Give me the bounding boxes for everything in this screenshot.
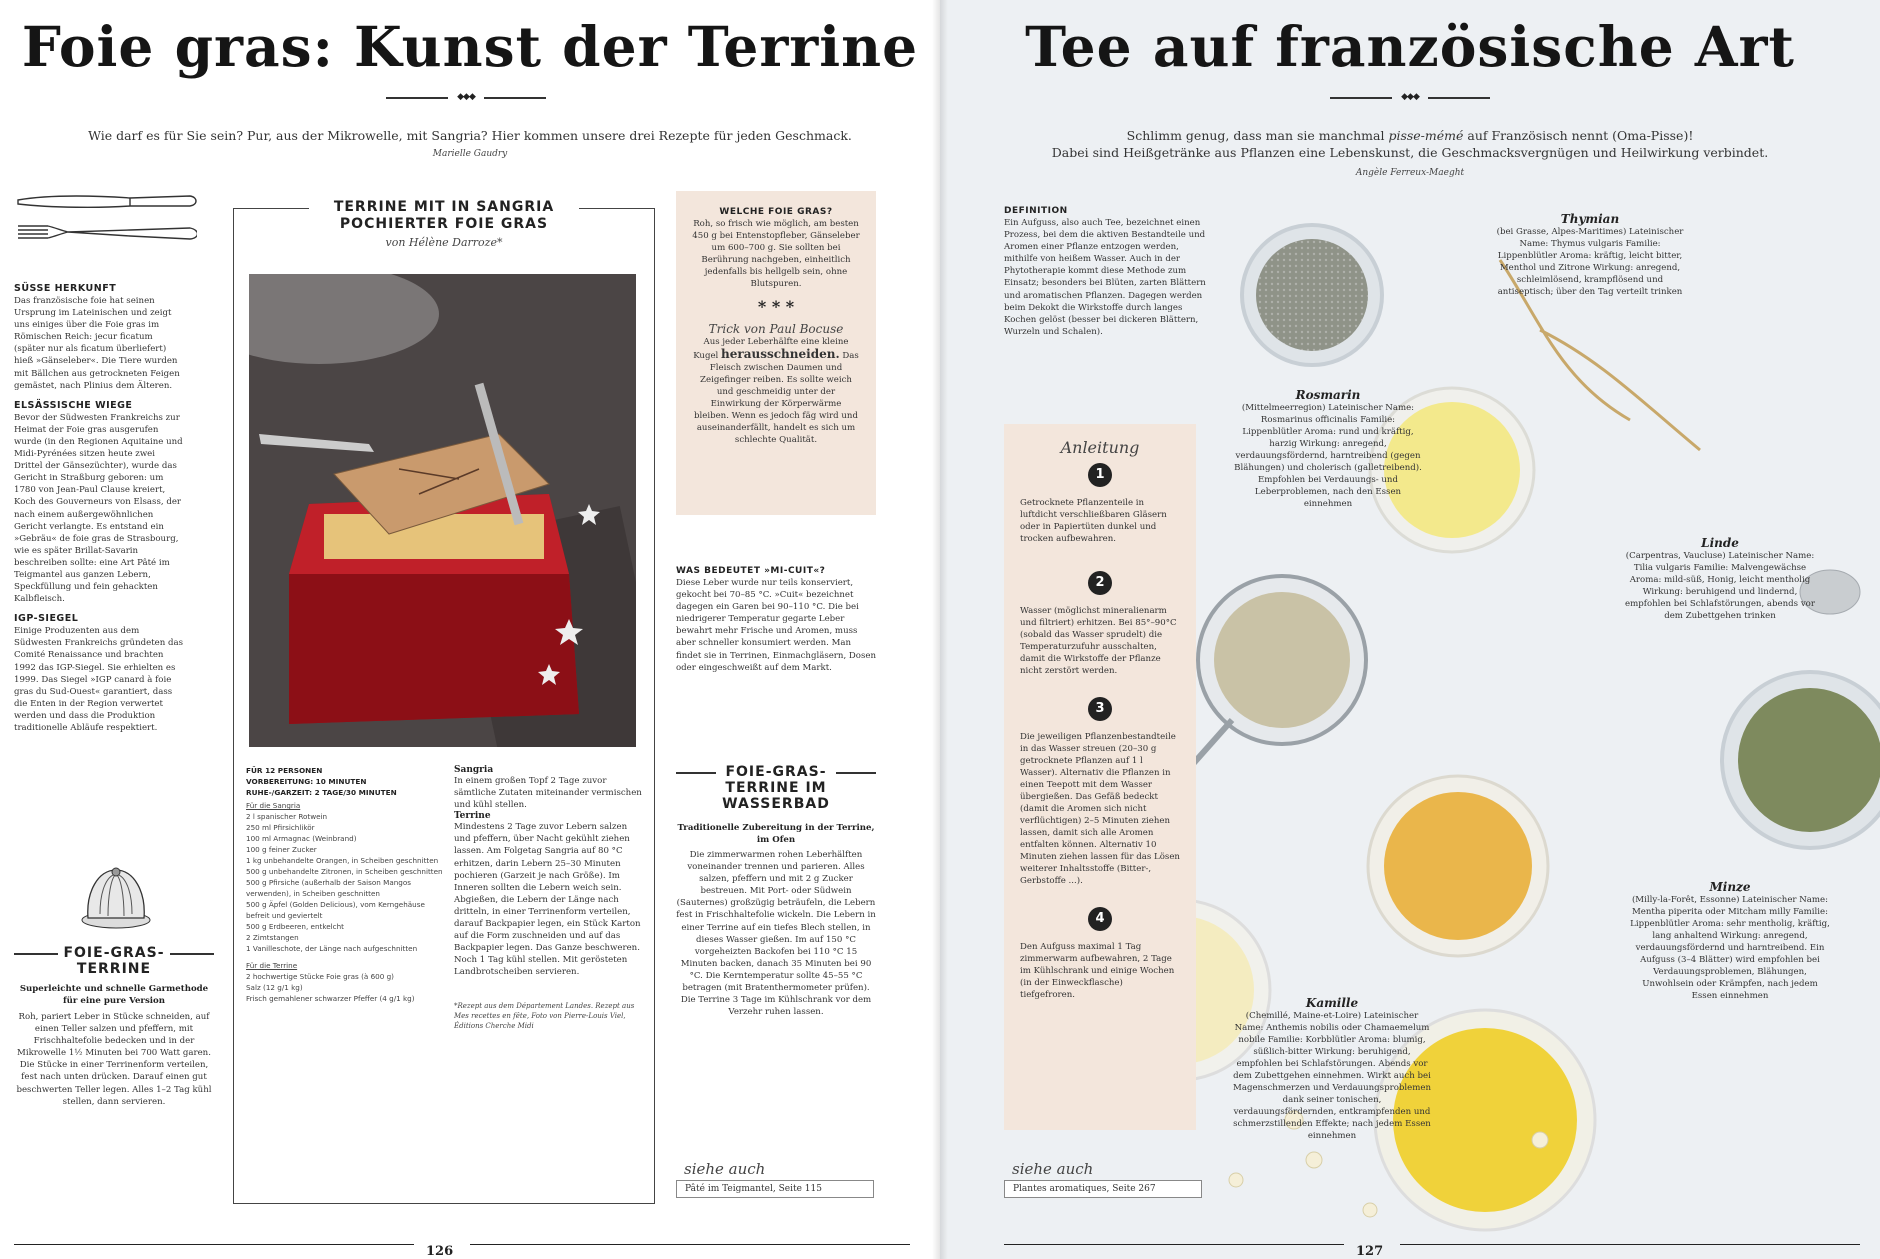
ingredient: 500 g Pfirsiche (außerhalb der Saison Mangos verwenden), in Scheiben geschnitten bbox=[246, 878, 412, 898]
page-title-right: Tee auf französische Art bbox=[1025, 14, 1795, 79]
recipe-meta: VORBEREITUNG: 10 MINUTEN bbox=[246, 777, 367, 786]
ingredient: 2 hochwertige Stücke Foie gras (à 600 g) bbox=[246, 972, 394, 981]
sidebar-recipe-text: Roh, pariert Leber in Stücke schneiden, auf einen Teller salzen und pfeffern, mit Frischhaltefolie bedecken und in der Mikrowelle 1½ Minuten bei 700 Watt garen. Die Stücke in einer Terrinenform verteilen, fest nach unten drücken. Darauf einen gut beschwerten Teller legen. Alles 1–2 Tag kühl stellen, dann servieren. bbox=[16, 1012, 212, 1107]
section-text: Diese Leber wurde nur teils konserviert, gekocht bei 70–85 °C. »Cuit« bezeichnet dagegen ein Garen bei 90–110 °C. Die bei niedrigerer Temperatur gegarte Leber bewahrt mehr Frische und Aromen, muss aber schneller konsumiert werden. Man findet sie in Terrinen, Einmachgläsern, Dosen oder eingeschweißt auf dem Markt. bbox=[676, 578, 877, 673]
footer-rule bbox=[470, 1244, 910, 1246]
ingredient: Salz (12 g/1 kg) bbox=[246, 983, 303, 992]
step-text: Wasser (möglichst mineralienarm und filtriert) erhitzen. Bei 85°–90°C (sobald das Wasser sprudelt) die Temperaturzufuhr ausschalten, damit die Wirkstoffe der Pflanze nicht zerstört werden. bbox=[1020, 606, 1177, 676]
plant-text: (Milly-la-Forêt, Essonne) Lateinischer Name: Mentha piperita oder Mitcham milly Familie: Lippenblütler Aroma: sehr mentholig, kräftig, lang anhaltend Wirkung: anregend, verdauungsfördernd und harntreibend. Ein Aufguss (3–4 Blätter) wird empfohlen bei Verdauungsproblemen, Blähungen, Unwohlsein oder Krämpfen, nach jedem Essen einnehmen bbox=[1630, 895, 1830, 1001]
step-heading: Sangria bbox=[454, 765, 494, 775]
definition-section bbox=[1004, 206, 1212, 338]
byline: Angèle Ferreux-Maeght bbox=[1355, 168, 1465, 178]
section-heading: WAS BEDEUTET »MI-CUIT«? bbox=[676, 566, 826, 576]
left-column bbox=[14, 283, 184, 734]
intro-text bbox=[940, 127, 1880, 161]
ingredient: 100 ml Armagnac (Weinbrand) bbox=[246, 834, 357, 843]
plant-minze bbox=[1630, 880, 1830, 1002]
step-number: 4 bbox=[1088, 907, 1112, 931]
page-title-left: Foie gras: Kunst der Terrine bbox=[21, 14, 919, 79]
plant-text: (Carpentras, Vaucluse) Lateinischer Name: Tilia vulgaris Familie: Malvengewächse Aroma: mild-süß, Honig, leicht mentholig Wirkung: beruhigend und lindernd, empfohlen bei Schlafstörungen, abends vor dem Zubettgehen trinken bbox=[1625, 551, 1815, 621]
book-spine-shadow bbox=[932, 0, 948, 1259]
tip-bold: herausschneiden. bbox=[721, 346, 840, 361]
recipe-author: von Hélène Darroze* bbox=[385, 236, 503, 249]
waterbath-title: TERRINE IM bbox=[725, 780, 827, 796]
ingredient: 2 l spanischer Rotwein bbox=[246, 812, 328, 821]
recipe-meta: FÜR 12 PERSONEN bbox=[246, 766, 323, 775]
page-number: 126 bbox=[426, 1244, 454, 1259]
step-text: Den Aufguss maximal 1 Tag zimmerwarm aufbewahren, 2 Tage im Kühlschrank und einige Wochen (in der Einweckflasche) tiefgefroren. bbox=[1020, 942, 1175, 1000]
ingredient-heading: Für die Terrine bbox=[246, 961, 298, 970]
see-also-label: siehe auch bbox=[684, 1160, 766, 1178]
sidebar-recipe bbox=[14, 945, 214, 1108]
pink-box-title: WELCHE FOIE GRAS? bbox=[719, 207, 833, 217]
step-text: Die jeweiligen Pflanzenbestandteile in das Wasser streuen (20–30 g getrocknete Pflanzen auf 1 l Wasser). Alternativ die Pflanzen in einen Teepott mit dem Wasser übergießen. Das Gefäß bedeckt (damit die Aromen sich nicht verflüchtigen) 2–5 Minuten ziehen lassen, damit sich alle Aromen entfalten können. Alternativ 10 Minuten ziehen lassen für das Lösen weiterer Inhaltsstoffe (Bitter-, Gerbstoffe ...). bbox=[1020, 732, 1180, 886]
ingredient: 250 ml Pfirsichlikör bbox=[246, 823, 315, 832]
separator-stars: * * * bbox=[757, 296, 795, 316]
anleitung-box bbox=[1004, 424, 1196, 1130]
section-text: Ein Aufguss, also auch Tee, bezeichnet einen Prozess, bei dem die aktiven Bestandteile und Aromen einer Pflanze entzogen werden, mithilfe von heißem Wasser. Auch in der Phytotherapie kommt diese Methode zum Einsatz; besonders bei Blüten, zarten Blättern und aromatischen Pflanzen. Dagegen werden beim Dekokt die Wirkstoffe durch langes Kochen gelöst (besser bei dickeren Blättern, Wurzeln und Schalen). bbox=[1004, 218, 1206, 337]
ingredient: 100 g feiner Zucker bbox=[246, 845, 317, 854]
footer-rule bbox=[1004, 1244, 1344, 1246]
main-recipe-title: TERRINE MIT IN SANGRIA bbox=[309, 198, 579, 216]
step-text: Getrocknete Pflanzenteile in luftdicht verschließbaren Gläsern oder in Papiertüten dunkel und trocken aufbewahren. bbox=[1020, 498, 1167, 544]
intro-part: Schlimm genug, dass man sie manchmal bbox=[1126, 128, 1385, 143]
title-ornament: ◆◆◆ bbox=[1330, 92, 1490, 104]
tip-text: Das Fleisch zwischen Daumen und Zeigefinger reiben. Es sollte weich und geschmeidig unter der Einwirkung der Körperwärme bleiben. Wenn es jedoch fäg wird und auseinanderfällt, handelt es sich um schlechte Qualität. bbox=[694, 350, 859, 446]
right-page bbox=[940, 0, 1880, 1259]
section-text: Bevor der Südwesten Frankreichs zur Heimat der Foie gras ausgerufen wurde (in den Regionen Aquitaine und Midi-Pyrénées sitzen heute zwei Drittel der Gänsezüchter), wurde das Gericht in Straßburg geboren: um 1780 von Jean-Paul Clause kreiert, Koch des Gouverneurs von Elsass, der nach einem außergewöhnlichen Gericht verlangte. Es entstand ein »Gebräu« de foie gras de Strasbourg, wie es später Brillat-Savarin beschreiben sollte: eine Art Pâté im Teigmantel aus ganzen Lebern, Speckfüllung und fein gehackten Kalbfleisch. bbox=[14, 412, 183, 605]
waterbath-recipe bbox=[676, 764, 876, 1018]
plant-text: (Chemillé, Maine-et-Loire) Lateinischer Name: Anthemis nobilis oder Chamaemelum nobile Familie: Korbblütler Aroma: blumig, süßlich-bitter Wirkung: beruhigend, empfohlen bei Schlafstörungen. Abends vor dem Zubettgehen einnehmen. Wirkt auch bei Magenschmerzen und Verdauungsproblemen dank seiner tonischen, verdauungsfördernden, entkrampfenden und schmerzstillenden Effekte; nach jedem Essen einnehmen bbox=[1233, 1011, 1431, 1141]
waterbath-title: FOIE-GRAS- bbox=[725, 764, 827, 780]
section-text: Das französische foie hat seinen Ursprung im Lateinischen und zeigt uns einiges über die Foie gras im Römischen Reich: jecur ficatum (später nur als ficatum überliefert) hieß »Gänseleber«. Die Tiere wurden mit Bällchen aus getrockneten Feigen gemästet, nach Plinius dem Älteren. bbox=[14, 296, 180, 391]
intro-part: auf Französisch nennt (Oma-Pisse)! bbox=[1467, 128, 1694, 143]
ingredient: 1 kg unbehandelte Orangen, in Scheiben geschnitten bbox=[246, 856, 439, 865]
plant-text: (bei Grasse, Alpes-Maritimes) Lateinischer Name: Thymus vulgaris Familie: Lippenblütler Aroma: kräftig, leicht bitter, Menthol und Zitrone Wirkung: anregend, schleimlösend, krampflösend und antiseptisch; über den Tag verteilt trinken bbox=[1496, 227, 1684, 297]
plant-rosmarin bbox=[1230, 388, 1426, 510]
byline: Marielle Gaudry bbox=[432, 149, 508, 159]
footer-rule bbox=[14, 1244, 414, 1246]
ingredient: 500 g Äpfel (Golden Delicious), vom Kerngehäuse befreit und geviertelt bbox=[246, 900, 425, 920]
micuit-section bbox=[676, 566, 876, 674]
tip-title: Trick von Paul Bocuse bbox=[708, 321, 844, 336]
section-heading: DEFINITION bbox=[1004, 206, 1068, 216]
sidebar-recipe-subtitle: Superleichte und schnelle Garmethode für eine pure Version bbox=[19, 984, 209, 1006]
intro-italic: pisse-mémé bbox=[1388, 128, 1464, 143]
plant-name: Linde bbox=[1701, 536, 1739, 550]
plant-name: Kamille bbox=[1305, 996, 1359, 1010]
tip-text: Aus jeder Leberhälfte eine kleine Kugel bbox=[693, 336, 849, 361]
terrine-photo bbox=[249, 274, 636, 747]
page-number: 127 bbox=[1356, 1244, 1384, 1259]
step-heading: Terrine bbox=[454, 811, 491, 822]
intro-text: Wie darf es für Sie sein? Pur, aus der Mikrowelle, mit Sangria? Hier kommen unsere drei Rezepte für jeden Geschmack. bbox=[88, 128, 852, 143]
waterbath-text: Die zimmerwarmen rohen Leberhälften voneinander trennen und parieren. Alles salzen, pfeffern und mit 2 g Zucker bestreuen. Mit Port- oder Südwein (Sauternes) großzügig beträufeln, die Lebern fest in Frischhaltefolie wickeln. Die Lebern in einer Terrine auf ein tiefes Blech stellen, in dieses Wasser gießen. Im auf 150 °C vorgeheizten Backofen bei 110 °C 15 Minuten backen, danach 35 Minuten bei 90 °C. Die Kerntemperatur sollte 45–55 °C betragen (mit Bratenthermometer prüfen). Die Terrine 3 Tage im Kühlschrank vor dem Verzehr ruhen lassen. bbox=[676, 850, 876, 1018]
section-heading: ELSÄSSISCHE WIEGE bbox=[14, 399, 133, 411]
see-also-link[interactable]: Pâté im Teigmantel, Seite 115 bbox=[676, 1180, 874, 1198]
section-text: Einige Produzenten aus dem Südwesten Frankreichs gründeten das Comité Renaissance und brachten 1992 das IGP-Siegel. Sie erhielten es 1999. Das Siegel »IGP canard à foie gras du Sud-Ouest« garantiert, dass die Enten in der Region verwertet werden und dass die Produktion traditionelle Abläufe respektiert. bbox=[14, 626, 184, 733]
ingredient: 2 Zimtstangen bbox=[246, 933, 299, 942]
ingredient: 1 Vanilleschote, der Länge nach aufgeschnitten bbox=[246, 944, 418, 953]
ingredient-heading: Für die Sangria bbox=[246, 801, 301, 810]
section-heading: IGP-SIEGEL bbox=[14, 613, 79, 625]
ingredient: 500 g Erdbeeren, entkelcht bbox=[246, 922, 344, 931]
sidebar-recipe-title: TERRINE bbox=[76, 961, 152, 977]
waterbath-title: WASSERBAD bbox=[722, 796, 830, 812]
anleitung-title: Anleitung bbox=[1060, 438, 1140, 457]
plant-name: Minze bbox=[1709, 880, 1751, 894]
plant-name: Rosmarin bbox=[1295, 388, 1361, 402]
see-also-link[interactable]: Plantes aromatiques, Seite 267 bbox=[1004, 1180, 1202, 1198]
plant-name: Thymian bbox=[1560, 212, 1620, 226]
main-recipe-title: POCHIERTER FOIE GRAS bbox=[339, 216, 549, 232]
footer-rule bbox=[1400, 1244, 1860, 1246]
step-number: 2 bbox=[1088, 571, 1112, 595]
plant-linde bbox=[1620, 536, 1820, 622]
cutlery-illustration bbox=[12, 186, 197, 246]
section-heading: SÜSSE HERKUNFT bbox=[14, 283, 117, 294]
step-text: Mindestens 2 Tage zuvor Lebern salzen und pfeffern, über Nacht gekühlt ziehen lassen. Am Folgetag Sangria auf 80 °C erhitzen, darin Lebern 25–30 Minuten pochieren (Garzeit je nach Größe). Im Inneren sollten die Lebern weich sein. Abgießen, die Lebern der Länge nach dritteln, in einer Terrinenform verteilen, darauf Backpapier legen, ein Stück Karton auf die Form zuschneiden und auf das Backpapier legen. Das Ganze beschweren. Noch 1 Tag kühl stellen. Mit gerösteten Landbrotscheiben servieren. bbox=[454, 822, 641, 978]
sidebar-recipe-title: FOIE-GRAS- bbox=[63, 945, 165, 961]
plant-thymian bbox=[1490, 212, 1690, 298]
step-text: In einem großen Topf 2 Tage zuvor sämtliche Zutaten miteinander vermischen und kühl stellen. bbox=[454, 776, 642, 811]
pink-info-box bbox=[676, 191, 876, 515]
footnote: *Rezept aus dem Département Landes. Rezept aus Mes recettes en fête, Foto von Pierre-Louis Viel, Éditions Cherche Midi bbox=[454, 1001, 635, 1030]
terrine-mold-illustration bbox=[76, 862, 156, 932]
plant-kamille bbox=[1232, 996, 1432, 1142]
recipe-meta: RUHE-/GARZEIT: 2 TAGE/30 MINUTEN bbox=[246, 788, 397, 797]
main-recipe-box bbox=[233, 199, 655, 1204]
plant-text: (Mittelmeerregion) Lateinischer Name: Rosmarinus officinalis Familie: Lippenblütler Aroma: rund und kräftig, harzig Wirkung: anregend, verdauungsfördernd, harntreibend (gegen Blähungen) und cholerisch (galletreibend). Empfohlen bei Verdauungs- und Leberproblemen, nach den Essen einnehmen bbox=[1234, 403, 1422, 509]
step-number: 3 bbox=[1088, 697, 1112, 721]
title-ornament: ◆◆◆ bbox=[386, 92, 546, 104]
ingredient: 500 g unbehandelte Zitronen, in Scheiben geschnitten bbox=[246, 867, 443, 876]
pink-box-text: Roh, so frisch wie möglich, am besten 450 g bei Entenstopfleber, Gänseleber um 600–700 g. Sie sollten bei Berührung nachgeben, einheitlich jedenfalls bis hellgelb sein, ohne Blutspuren. bbox=[692, 219, 860, 290]
intro-part: Dabei sind Heißgetränke aus Pflanzen eine Lebenskunst, die Geschmacksvergnügen und Heilwirkung verbindet. bbox=[1051, 145, 1769, 160]
step-number: 1 bbox=[1088, 463, 1112, 487]
ingredient: Frisch gemahlener schwarzer Pfeffer (4 g/1 kg) bbox=[246, 994, 415, 1003]
waterbath-subtitle: Traditionelle Zubereitung in der Terrine, im Ofen bbox=[677, 823, 875, 845]
see-also-label: siehe auch bbox=[1012, 1160, 1094, 1178]
